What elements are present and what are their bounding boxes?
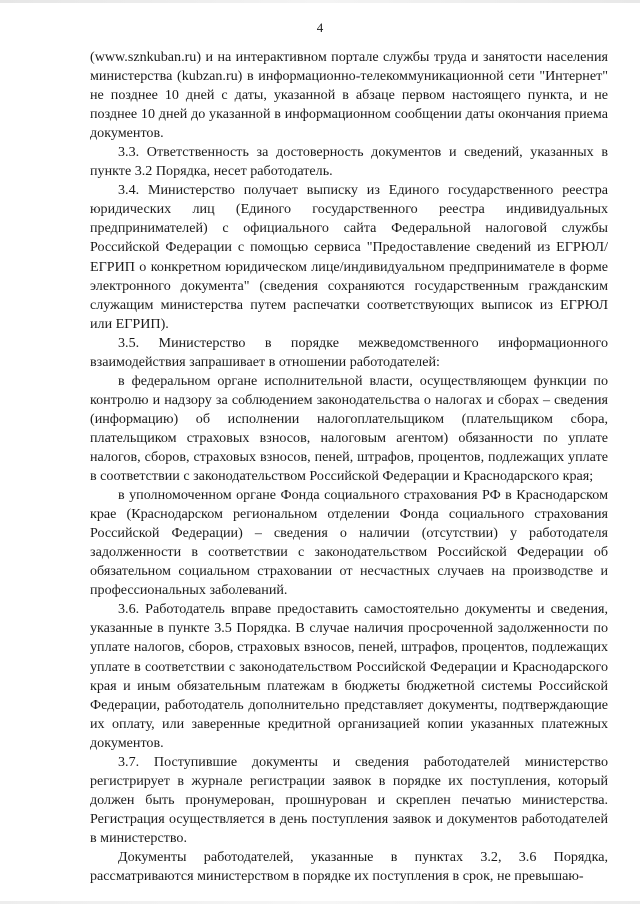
page-number: 4 [316, 20, 324, 35]
scan-edge-top [0, 0, 640, 3]
paragraph-3-6: 3.6. Работодатель вправе предоставить самостоятельно документы и сведения, указанные в пункте 3.5 Порядка. В случае наличия просроченной задолженности по уплате налогов, сборов, страховых взносов, пеней, штрафов, процентов, подлежащих уплате в соответствии с законодательством Российской Федерации и Краснодарского края и иным обязательным платежам в бюджеты бюджетной системы Российской Федерации, работодатель дополнительно представляет документы, подтверждающие их оплату, или заверенные кредитной организацией копии указанных платежных документов. [90, 601, 608, 751]
paragraph-3-4: 3.4. Министерство получает выписку из Единого государственного реестра юридических лиц (Единого государственного реестра индивидуальных предпринимателей) с официального сайта Федеральной налоговой службы Российской Федерации с помощью сервиса "Предоставление сведений из ЕГРЮЛ/ЕГРИП о конкретном юридическом лице/индивидуальном предпринимателе в форме электронного документа" (сведения сохраняются государственным гражданским служащим министерства путем распечатки соответствующих выписок из ЕГРЮЛ или ЕГРИП). [90, 182, 608, 332]
paragraph-3-7: 3.7. Поступившие документы и сведения работодателей министерство регистрирует в журнале регистрации заявок в порядке их поступления, который должен быть пронумерован, прошнурован и скреплен печатью министерства. Регистрация осуществляется в день поступления заявок и документов работодателей в министерство. [90, 753, 608, 846]
paragraph-3-5-tax-authority: в федеральном органе исполнительной власти, осуществляющем функции по контролю и надзору за соблюдением законодательства о налогах и сборах – сведения (информацию) об исполнении налогоплательщиком (плательщиком сбора, плательщиком страховых взносов, налоговым агентом) обязанности по уплате налогов, сборов, страховых взносов, пеней, штрафов, процентов, подлежащих уплате в соответствии с законодательством Российской Федерации и Краснодарского края; [90, 372, 608, 485]
paragraph-intro-continued: (www.sznkuban.ru) и на интерактивном портале службы труда и занятости населения министерства (kubzan.ru) в информационно-телекоммуникационной сети "Интернет" не позднее 10 дней с даты, указанной в абзаце первом настоящего пункта, и не позднее 10 дней до указанной в информационном сообщении даты окончания приема документов. [90, 49, 608, 142]
document-body [90, 48, 608, 886]
paragraph-3-5-social-fund: в уполномоченном органе Фонда социального страхования РФ в Краснодарском крае (Краснодарском региональном отделении Фонда социального страхования Российской Федерации) – сведения о наличии (отсутствии) у работодателя задолженности в соответствии с законодательством Российской Федерации об обязательном социальном страховании от несчастных случаев на производстве и профессиональных заболеваний. [90, 487, 608, 599]
paragraph-documents-review: Документы работодателей, указанные в пунктах 3.2, 3.6 Порядка, рассматриваются министерством в порядке их поступления в срок, не превышаю- [90, 848, 608, 885]
paragraph-3-3: 3.3. Ответственность за достоверность документов и сведений, указанных в пункте 3.2 Порядка, несет работодатель. [90, 144, 608, 180]
paragraph-3-5: 3.5. Министерство в порядке межведомственного информационного взаимодействия запрашивает в отношении работодателей: [90, 334, 608, 370]
